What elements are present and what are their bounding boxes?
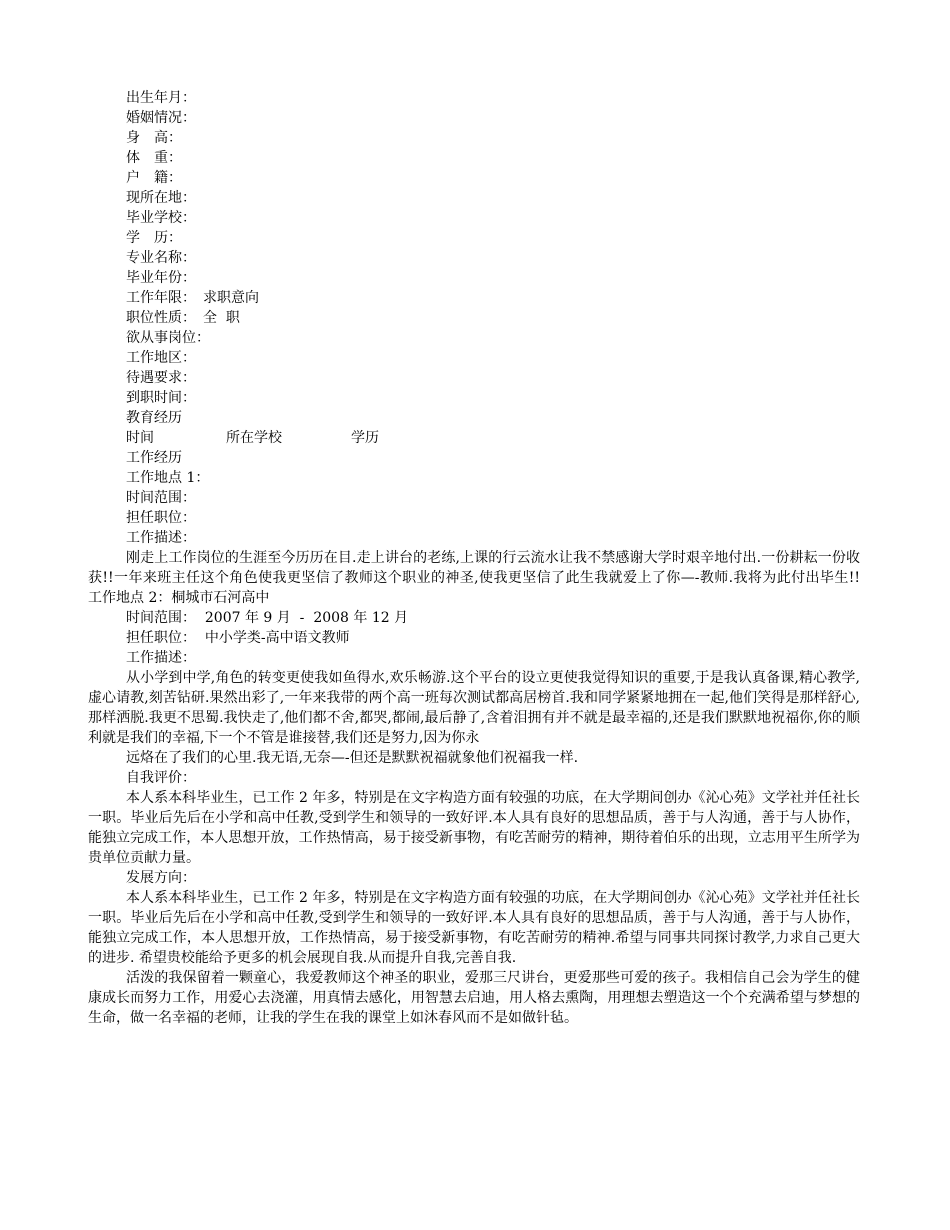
field-degree: 学 历：	[126, 230, 182, 246]
work1-location: 工作地点 1：	[126, 470, 210, 486]
field-height: 身 高：	[126, 130, 182, 146]
section-education: 教育经历	[126, 410, 182, 426]
self-eval-text: 本人系本科毕业生，已工作 2 年多，特别是在文字构造方面有较强的功底，在大学期间创办《沁心苑》文学社并任社长一职。毕业后先后在小学和高中任教,受到学生和领导的一致好评.本人具有良好的思想品质，善于与人沟通，善于与人协作，能独立完成工作，本人思想开放，工作热情高，易于接受新事物，有吃苦耐劳的精神，期待着伯乐的出现，立志用平生所学为贵单位贡献力量。	[88, 790, 860, 866]
edu-col-time: 时间	[126, 430, 154, 446]
education-header-row	[88, 428, 860, 448]
resume-content	[88, 88, 874, 1028]
field-grad-year: 毕业年份：	[126, 270, 196, 286]
field-work-area: 工作地区：	[126, 350, 196, 366]
closing-text: 活泼的我保留着一颗童心，我爱教师这个神圣的职业，爱那三尺讲台，更爱那些可爱的孩子。我相信自己会为学生的健康成长而努力工作，用爱心去浇灌，用真情去感化，用智慧去启迪，用人格去熏陶，用理想去塑造这一个个充满希望与梦想的生命，做一名幸福的老师，让我的学生在我的课堂上如沐春风而不是如做针毡。	[88, 970, 860, 1026]
field-weight: 体 重：	[126, 150, 182, 166]
field-work-years: 工作年限： 求职意向	[126, 290, 259, 306]
edu-col-degree: 学历	[351, 430, 379, 446]
field-hukou: 户 籍：	[126, 170, 182, 186]
field-job-type: 职位性质： 全 职	[126, 310, 240, 326]
field-birth: 出生年月：	[126, 90, 196, 106]
work1-description: 刚走上工作岗位的生涯至今历历在目.走上讲台的老练,上课的行云流水让我不禁感谢大学时艰辛地付出.一份耕耘一份收获!!一年来班主任这个角色使我更坚信了教师这个职业的神圣,使我更坚信了此生我就爱上了你—-教师.我将为此付出毕生!! 工作地点 2：桐城市石河高中	[88, 550, 874, 606]
direction-text: 本人系本科毕业生，已工作 2 年多，特别是在文字构造方面有较强的功底，在大学期间创办《沁心苑》文学社并任社长一职。毕业后先后在小学和高中任教,受到学生和领导的一致好评.本人具有良好的思想品质，善于与人沟通，善于与人协作，能独立完成工作，本人思想开放，工作热情高，易于接受新事物，有吃苦耐劳的精神.希望与同事共同探讨教学,力求自己更大的进步. 希望贵校能给予更多的机会展现自我.从而提升自我,完善自我.	[88, 890, 860, 966]
field-desired-position: 欲从事岗位：	[126, 330, 210, 346]
field-location: 现所在地：	[126, 190, 196, 206]
work1-desc-label: 工作描述：	[126, 530, 196, 546]
work2-position: 担任职位： 中小学类-高中语文教师	[126, 630, 350, 646]
direction-label: 发展方向：	[126, 870, 196, 886]
work1-time: 时间范围：	[126, 490, 196, 506]
work2-description-tail: 远烙在了我们的心里.我无语,无奈—-但还是默默祝福就象他们祝福我一样.	[126, 750, 579, 766]
field-school: 毕业学校：	[126, 210, 196, 226]
field-start-date: 到职时间：	[126, 390, 196, 406]
work2-desc-label: 工作描述：	[126, 650, 196, 666]
work1-position: 担任职位：	[126, 510, 196, 526]
edu-col-school: 所在学校	[226, 430, 282, 446]
section-work: 工作经历	[126, 450, 182, 466]
field-major: 专业名称：	[126, 250, 196, 266]
work2-description: 从小学到中学,角色的转变更使我如鱼得水,欢乐畅游.这个平台的设立更使我觉得知识的重要,于是我认真备课,精心教学,虚心请教,刻苦钻研.果然出彩了,一年来我带的两个高一班每次测试都高居榜首.我和同学紧紧地拥在一起,他们笑得是那样舒心,那样洒脱.我更不思蜀.我快走了,他们都不舍,都哭,都闹,最后静了,含着泪拥有并不就是最幸福的,还是我们默默地祝福你,你的顺利就是我们的幸福,下一个不管是谁接替,我们还是努力,因为你永	[88, 670, 860, 746]
work2-time: 时间范围： 2007 年 9 月 - 2008 年 12 月	[126, 610, 409, 626]
field-marital: 婚姻情况：	[126, 110, 196, 126]
field-salary: 待遇要求：	[126, 370, 196, 386]
self-eval-label: 自我评价：	[126, 770, 196, 786]
